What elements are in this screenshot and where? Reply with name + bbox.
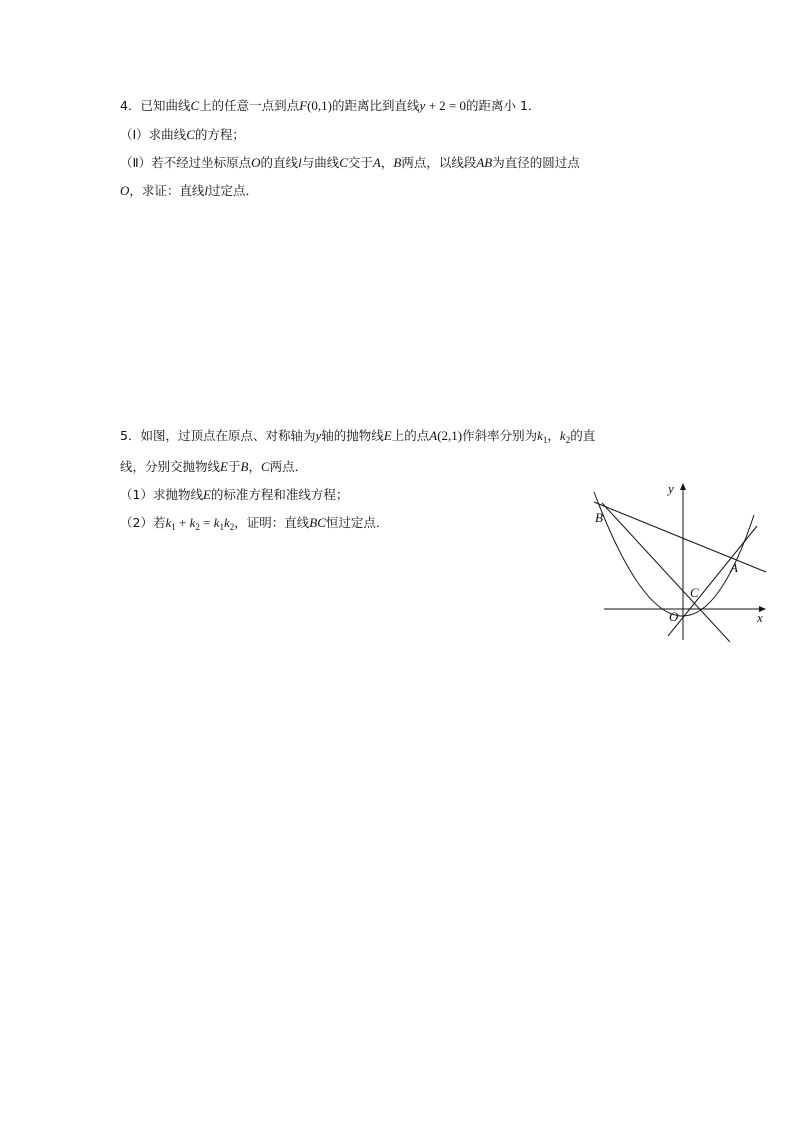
p5-l4-eq: = (199, 515, 214, 530)
point-B-label: B (595, 510, 603, 525)
p4-l3-text-b: 的直线 (260, 155, 299, 170)
p5-l4-text-c: 恒过定点． (325, 515, 389, 530)
p4-l1-text-a: 4．已知曲线 (120, 98, 191, 113)
problem5-line4 (120, 514, 388, 536)
p4-l1-eq-rest: + 2 = 0 (425, 98, 466, 113)
p5-l1-E: E (383, 428, 392, 443)
problem4-line4 (120, 182, 258, 201)
p4-l3-text-c: 与曲线 (301, 155, 340, 170)
p5-l1-text-c: 上的点 (391, 428, 430, 443)
p5-l1-Acoord: (2,1) (437, 428, 463, 443)
p4-l3-text-d: 交于 (347, 155, 373, 170)
p5-l4-k1b: k (213, 515, 220, 530)
p5-l2-C: C (260, 459, 270, 474)
p4-l1-Fcoord: (0,1) (307, 98, 333, 113)
p5-l1-k1: k (537, 428, 543, 443)
p5-l1-text-f: 的直 (570, 428, 596, 443)
p5-l3-E: E (202, 487, 211, 502)
line-AC (668, 526, 757, 636)
p5-l1-k1-sub: 1 (542, 435, 548, 445)
point-A-label: A (730, 560, 738, 575)
line-BC (602, 503, 730, 642)
p4-l4-text-b: 过定点． (208, 183, 259, 198)
problem5-line3 (120, 486, 348, 505)
p5-l4-k1-sub: 1 (171, 522, 176, 532)
p5-l2-text-a: 线，分别交抛物线 (120, 459, 221, 474)
p5-l4-BC: BC (309, 515, 326, 530)
p5-l1-k2: k (559, 428, 566, 443)
p4-l4-l: l (204, 183, 209, 198)
p4-l3-text-a: （Ⅱ）若不经过坐标原点 (120, 155, 252, 170)
p4-l3-l: l (298, 155, 302, 170)
parabola-figure (588, 478, 772, 644)
p5-l1-text-b: 轴的抛物线 (321, 428, 384, 443)
p5-l4-text-b: ，证明：直线 (234, 515, 310, 530)
p5-l4-k1b-sub: 1 (219, 522, 224, 532)
problem4-line2 (120, 126, 245, 145)
p5-l4-text-a: （2）若 (120, 515, 166, 530)
p5-l1-text-d: 作斜率分别为 (462, 428, 538, 443)
p5-l1-y: y (315, 428, 322, 443)
p4-l1-eq-y: y (419, 98, 426, 113)
p4-l1-F: F (299, 98, 308, 113)
p4-l2-text-a: （Ⅰ）求曲线 (120, 127, 187, 142)
point-C-label: C (690, 585, 699, 600)
p4-l4-O: O (120, 183, 130, 198)
y-axis-label: y (668, 481, 674, 496)
p5-l4-k1: k (165, 515, 172, 530)
p4-l3-AB: AB (476, 155, 493, 170)
p5-l3-text-b: 的标准方程和准线方程； (210, 487, 349, 502)
problem4-line3 (120, 154, 580, 173)
p4-l3-C: C (339, 155, 348, 170)
p4-l3-text-e: ， (380, 155, 394, 170)
p4-l1-text-b: 上的任意一点到点 (199, 98, 300, 113)
p5-l1-text-a: 5．如图，过顶点在原点、对称轴为 (120, 428, 316, 443)
p4-l3-A: A (372, 155, 381, 170)
p4-l2-text-b: 的方程； (194, 127, 245, 142)
problem5-line2 (120, 458, 307, 477)
p5-l2-E: E (220, 459, 228, 474)
p5-l2-text-c: ， (248, 459, 261, 474)
p5-l4-k2b-sub: 2 (229, 522, 235, 532)
p4-l2-C: C (186, 127, 195, 142)
p4-l4-text-a: ，求证：直线 (129, 183, 205, 198)
problem4-line1 (120, 97, 540, 116)
p5-l2-B: B (240, 459, 249, 474)
p4-l3-B: B (393, 155, 402, 170)
p5-l2-text-d: 两点． (269, 459, 308, 474)
problem5-line1 (120, 427, 595, 449)
origin-O-label: O (669, 609, 679, 624)
p4-l1-C: C (190, 98, 200, 113)
p4-l3-text-f: 两点，以线段 (401, 155, 477, 170)
p5-l4-k2: k (189, 515, 196, 530)
p4-l3-O: O (251, 155, 261, 170)
p5-l4-k2-sub: 2 (195, 522, 200, 532)
p5-l1-text-e: ， (547, 428, 560, 443)
x-axis-label: x (757, 610, 763, 625)
line-BA (594, 502, 766, 572)
p5-l1-k2-sub: 2 (565, 435, 571, 445)
p4-l1-text-c: 的距离比到直线 (332, 98, 420, 113)
p5-l3-text-a: （1）求抛物线 (120, 487, 203, 502)
p5-l4-k2b: k (223, 515, 230, 530)
p5-l1-A: A (429, 428, 438, 443)
p5-l4-plus: + (175, 515, 190, 530)
p5-l2-text-b: 于 (227, 459, 241, 474)
p4-l3-text-g: 为直径的圆过点 (492, 155, 580, 170)
parabola-curve (594, 492, 754, 616)
p4-l1-text-d: 的距离小 1． (465, 98, 541, 113)
